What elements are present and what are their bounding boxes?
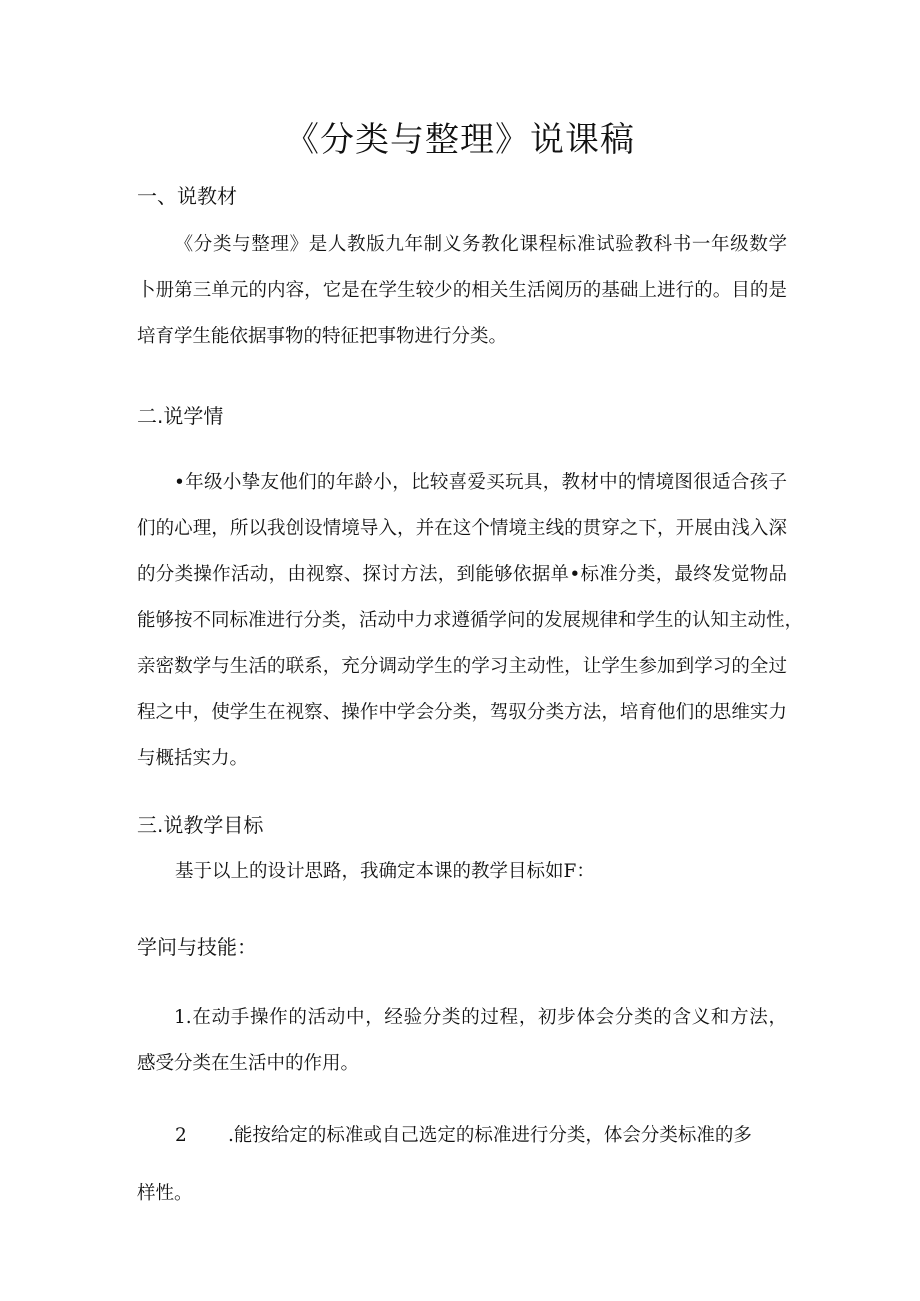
paragraph-line: 的分类操作活动，由视察、探讨方法，到能够依据单•标准分类，最终发觉物品 bbox=[137, 564, 787, 585]
item-number: 2 bbox=[175, 1125, 187, 1146]
paragraph-line: •年级小挚友他们的年龄小，比较喜爱买玩具，教材中的情境图很适合孩子 bbox=[174, 472, 787, 493]
paragraph-line: 们的心理，所以我创设情境导入，并在这个情境主线的贯穿之下，开展由浅入深 bbox=[137, 518, 787, 539]
paragraph-line: 《分类与整理》是人教版九年制义务教化课程标准试验教科书一年级数学 bbox=[174, 234, 787, 255]
document-title: 《分类与整理》说课稿 bbox=[285, 120, 635, 160]
objective-item-2-line-2: 样性。 bbox=[137, 1183, 193, 1204]
objective-item-1 bbox=[137, 995, 787, 1087]
paragraph-line: 1.在动手操作的活动中，经验分类的过程，初步体会分类的含义和方法， bbox=[174, 1007, 787, 1028]
objectives-intro: 基于以上的设计思路，我确定本课的教学目标如F： bbox=[175, 861, 595, 882]
paragraph-line: 感受分类在生活中的作用。 bbox=[137, 1053, 360, 1074]
section-heading-objectives: 三.说教学目标 bbox=[137, 813, 264, 837]
paragraph-textbook bbox=[137, 222, 787, 360]
paragraph-line: 程之中，使学生在视察、操作中学会分类，驾驭分类方法，培育他们的思维实力 bbox=[137, 702, 787, 723]
paragraph-students bbox=[137, 460, 804, 782]
paragraph-line: 卜册第三单元的内容，它是在学生较少的相关生活阅历的基础上进行的。目的是 bbox=[137, 280, 787, 301]
paragraph-line: 与概括实力。 bbox=[137, 748, 249, 769]
section-heading-students: 二.说学情 bbox=[137, 404, 224, 428]
paragraph-line: 培育学生能依据事物的特征把事物进行分类。 bbox=[137, 326, 508, 347]
subheading-knowledge-skills: 学问与技能： bbox=[137, 935, 257, 959]
paragraph-line: 亲密数学与生活的联系，充分调动学生的学习主动性，让学生参加到学习的全过 bbox=[137, 656, 787, 677]
paragraph-line: 能够按不同标准进行分类，活动中力求遵循学问的发展规律和学生的认知主动性， bbox=[137, 610, 804, 631]
objective-item-2-line-1: .能按给定的标准或自己选定的标准进行分类，体会分类标准的多 bbox=[228, 1125, 752, 1146]
section-heading-textbook: 一、说教材 bbox=[137, 184, 237, 208]
item-number: 1 bbox=[174, 1007, 186, 1028]
